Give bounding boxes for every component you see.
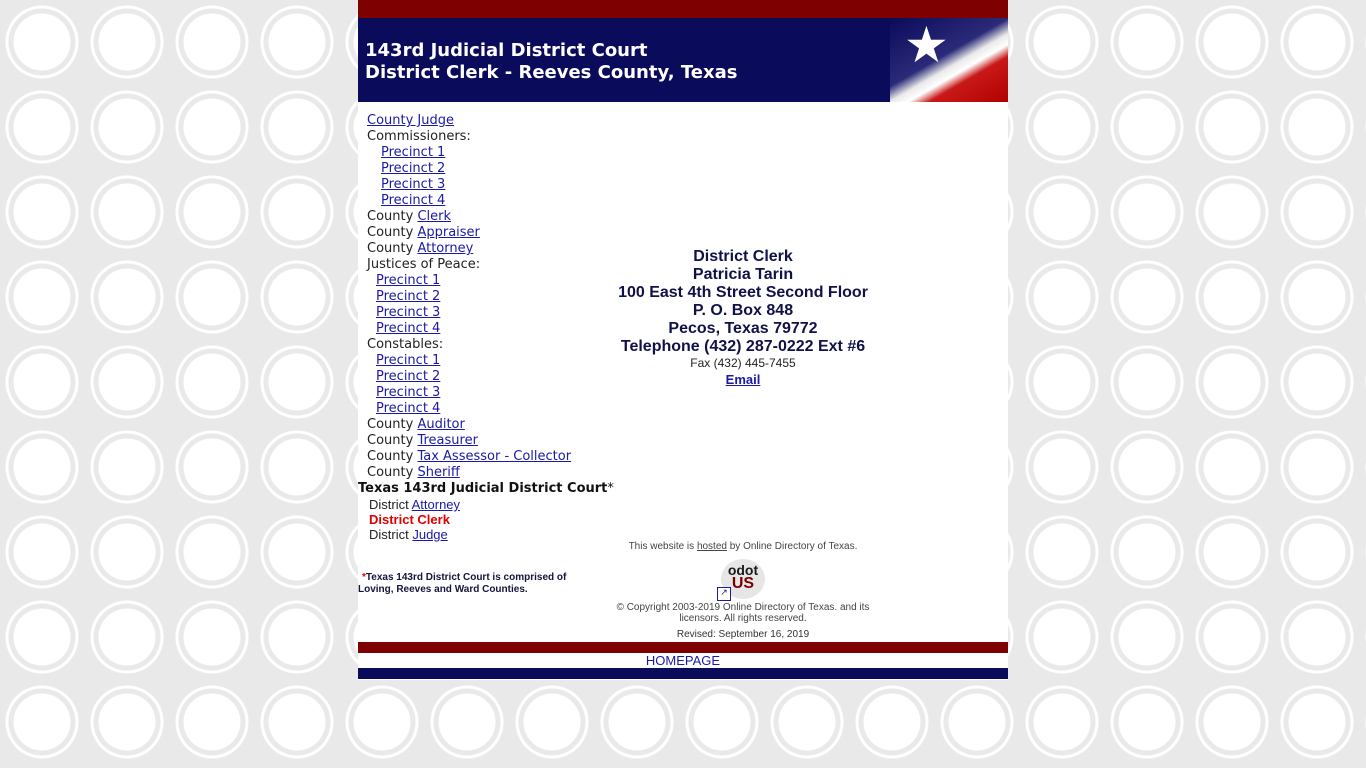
justice-precinct-4-link[interactable]: Precinct 4 — [376, 321, 441, 336]
bottom-red-bar — [358, 642, 1008, 653]
top-red-bar — [358, 0, 1008, 18]
court-heading-text: Texas 143rd Judicial District Court — [358, 481, 608, 496]
nav-row-commissioner-1 — [358, 145, 598, 161]
county-judge-link[interactable]: County Judge — [367, 113, 455, 128]
commissioner-precinct-4-link[interactable]: Precinct 4 — [381, 193, 446, 208]
commissioner-precinct-1-link[interactable]: Precinct 1 — [381, 145, 446, 160]
district-prefix: District — [369, 497, 409, 512]
county-appraiser-link[interactable]: Appraiser — [417, 225, 480, 240]
contact-email-row — [588, 371, 898, 389]
county-prefix: County — [367, 209, 414, 224]
justice-precinct-1-link[interactable]: Precinct 1 — [376, 273, 441, 288]
hosted-link[interactable]: hosted — [696, 541, 727, 552]
odot-logo-link[interactable] — [717, 559, 769, 599]
commissioner-precinct-2-link[interactable]: Precinct 2 — [381, 161, 446, 176]
homepage-link[interactable]: HOMEPAGE — [645, 653, 721, 668]
county-attorney-link[interactable]: Attorney — [417, 241, 474, 256]
county-prefix: County — [367, 241, 414, 256]
hosted-prefix: This website is — [628, 541, 695, 552]
court-footnote — [358, 572, 578, 596]
footnote-text: Texas 143rd District Court is comprised of Loving, Reeves and Ward Counties. — [358, 572, 567, 595]
nav-row-constable-2 — [358, 369, 598, 385]
copyright-text: © Copyright 2003-2019 Online Directory of Texas. and its licensors. All rights reserved. — [616, 602, 870, 624]
contact-fax: Fax (432) 445-7455 — [690, 356, 796, 370]
constable-precinct-4-link[interactable]: Precinct 4 — [376, 401, 441, 416]
revised-date: Revised: September 16, 2019 — [676, 629, 810, 640]
constables-label: Constables: — [367, 337, 444, 352]
district-prefix: District — [369, 527, 409, 542]
contact-city: Pecos, Texas 79772 — [668, 320, 818, 337]
nav-row-district-attorney — [358, 497, 598, 512]
sidebar-nav — [358, 113, 614, 542]
county-prefix: County — [367, 449, 414, 464]
district-attorney-link[interactable]: Attorney — [411, 497, 461, 512]
county-tax-assessor-link[interactable]: Tax Assessor - Collector — [417, 449, 572, 464]
nav-row-district-judge — [358, 527, 598, 542]
hosted-suffix: by Online Directory of Texas. — [729, 541, 858, 552]
contact-street: 100 East 4th Street Second Floor — [618, 284, 868, 301]
nav-row-county-appraiser — [358, 225, 598, 241]
commissioners-label: Commissioners: — [367, 129, 471, 144]
nav-row-commissioner-2 — [358, 161, 598, 177]
county-auditor-link[interactable]: Auditor — [417, 417, 465, 432]
justice-precinct-3-link[interactable]: Precinct 3 — [376, 305, 441, 320]
nav-row-justice-3 — [358, 305, 598, 321]
county-clerk-link[interactable]: Clerk — [417, 209, 452, 224]
county-sheriff-link[interactable]: Sheriff — [417, 465, 460, 480]
email-link[interactable]: Email — [725, 372, 761, 387]
nav-row-county-attorney — [358, 241, 598, 257]
district-clerk-current: District Clerk — [369, 512, 450, 527]
header-title-line2: District Clerk - Reeves County, Texas — [365, 62, 738, 83]
odot-logo-top: odot — [727, 562, 759, 578]
constable-precinct-1-link[interactable]: Precinct 1 — [376, 353, 441, 368]
nav-row-county-tax — [358, 449, 598, 465]
court-heading — [358, 481, 614, 497]
bottom-blue-bar — [358, 668, 1008, 679]
constable-precinct-3-link[interactable]: Precinct 3 — [376, 385, 441, 400]
county-prefix: County — [367, 433, 414, 448]
nav-row-county-judge — [358, 113, 598, 129]
county-prefix: County — [367, 225, 414, 240]
contact-telephone: Telephone (432) 287-0222 Ext #6 — [620, 338, 866, 355]
nav-row-justice-4 — [358, 321, 598, 337]
nav-row-constable-1 — [358, 353, 598, 369]
nav-row-justice-2 — [358, 289, 598, 305]
nav-row-constable-3 — [358, 385, 598, 401]
flag-graphic — [890, 18, 1008, 102]
contact-block — [588, 248, 898, 389]
nav-row-county-auditor — [358, 417, 598, 433]
contact-name: Patricia Tarin — [692, 266, 794, 283]
justice-precinct-2-link[interactable]: Precinct 2 — [376, 289, 441, 304]
district-judge-link[interactable]: Judge — [412, 527, 448, 542]
commissioner-precinct-3-link[interactable]: Precinct 3 — [381, 177, 446, 192]
header-title-line1: 143rd Judicial District Court — [365, 40, 648, 61]
county-prefix: County — [367, 417, 414, 432]
county-treasurer-link[interactable]: Treasurer — [417, 433, 478, 448]
nav-row-county-treasurer — [358, 433, 598, 449]
constable-precinct-2-link[interactable]: Precinct 2 — [376, 369, 441, 384]
nav-row-justice-1 — [358, 273, 598, 289]
contact-po-box: P. O. Box 848 — [692, 302, 794, 319]
header-title — [365, 40, 737, 84]
star-icon: ★ — [904, 18, 949, 74]
page-container — [358, 0, 1008, 680]
nav-row-county-clerk — [358, 209, 598, 225]
header-banner — [358, 18, 1008, 102]
nav-row-constable-4 — [358, 401, 598, 417]
contact-title: District Clerk — [693, 248, 793, 265]
shortcut-arrow-icon: ↗ — [717, 587, 731, 601]
justices-label: Justices of Peace: — [367, 257, 481, 272]
footnote-asterisk: * — [362, 572, 366, 583]
hosted-by-text — [588, 541, 898, 552]
nav-row-commissioner-3 — [358, 177, 598, 193]
county-prefix: County — [367, 465, 414, 480]
homepage-row — [358, 653, 1008, 668]
odot-logo-bottom: US — [731, 575, 755, 592]
nav-row-county-sheriff — [358, 465, 598, 481]
court-heading-asterisk: * — [607, 481, 614, 496]
nav-row-commissioner-4 — [358, 193, 598, 209]
